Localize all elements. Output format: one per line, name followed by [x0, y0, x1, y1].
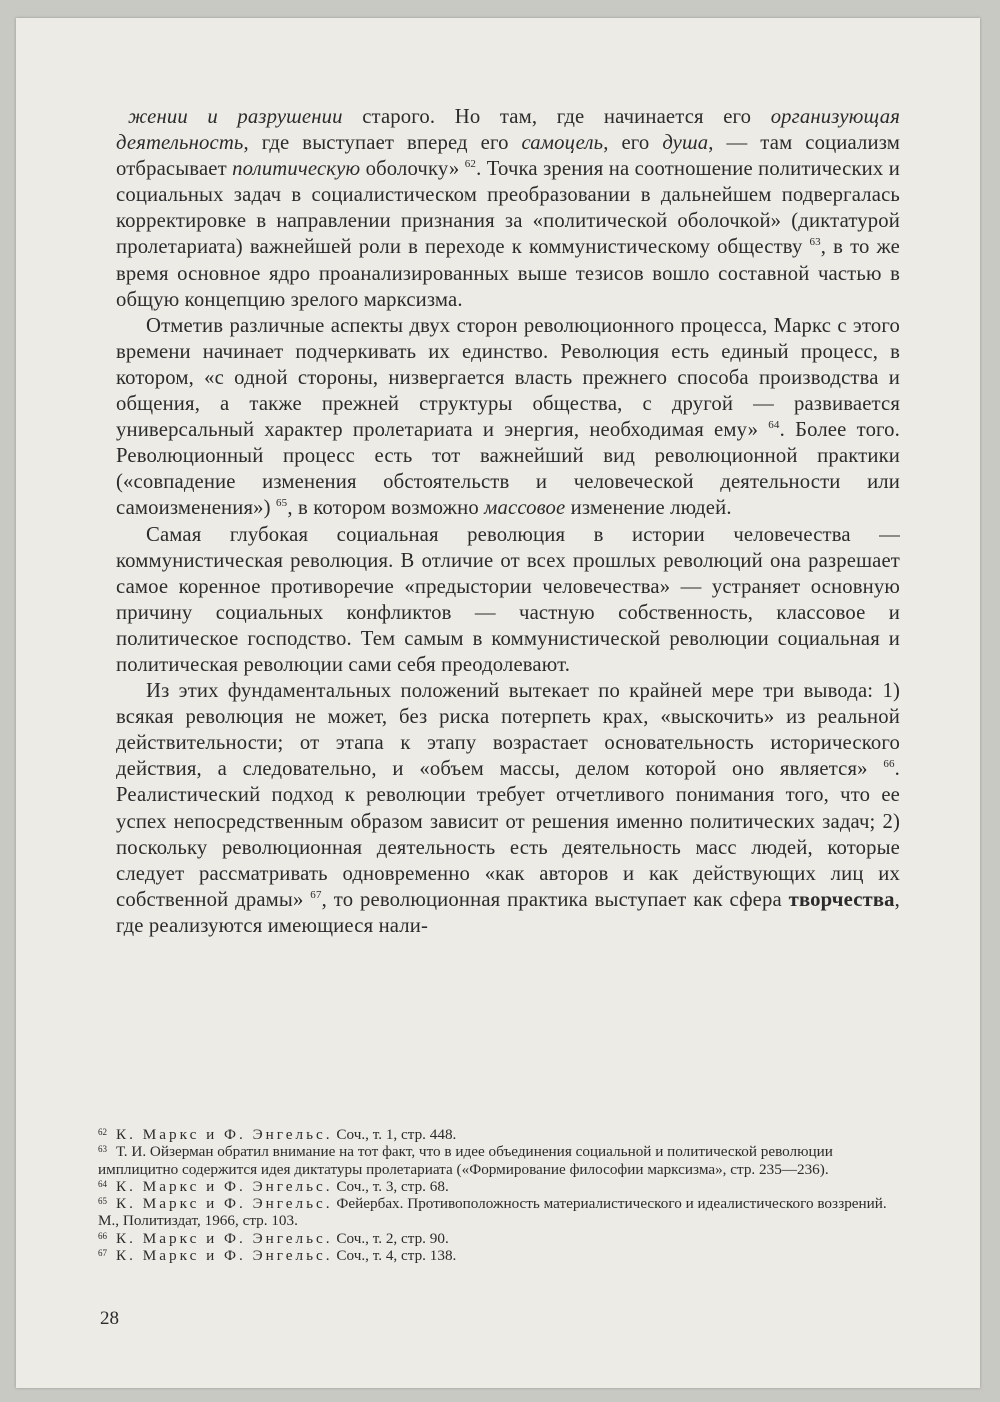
text-run: Отметив различные аспекты двух сторон революционного процесса, Маркс с этого времени начинает подчеркивать их единство. Революция есть единый процесс, в котором, «с одной стороны, низвергается власть прежнего способа производства и общения, а также прежней структуры общества, с другой — развивается универсальный характер пролетариата и энергия, необходимая ему»	[116, 314, 900, 442]
footnote-ref: 62	[464, 158, 477, 171]
footnote-ref: 67	[310, 888, 322, 901]
footnote	[98, 1126, 898, 1143]
text-run: оболочку»	[360, 158, 465, 181]
footnote-text: Соч., т. 1, стр. 448.	[332, 1126, 457, 1143]
text-run: Из этих фундаментальных положений вытекает по крайней мере три вывода: 1) всякая революция не может, без риска потерпеть крах, «выскочить» из реальной действительности; от этапа к этапу возрастает основательность исторического действия, а следовательно, и «объем массы, делом которой оно является»	[116, 680, 900, 781]
paragraph-1	[116, 104, 900, 313]
footnote-number: 64	[98, 1178, 107, 1189]
italic-text: душа	[662, 132, 709, 155]
paragraph-3	[116, 522, 900, 679]
paragraph-4	[116, 678, 900, 939]
footnote-author: К. Маркс и Ф. Энгельс.	[116, 1229, 333, 1247]
footnotes	[98, 1126, 898, 1264]
text-run: Самая глубокая социальная революция в истории человечества — коммунистическая революция. В отличие от всех прошлых революций она разрешает самое коренное противоречие «предыстории человечества» — устраняет основную причину социальных конфликтов — частную собственность, классовое и политическое господство. Тем самым в коммунистической революции социальная и политическая революции сами себя преодолевают.	[116, 523, 900, 676]
page-number: 28	[100, 1308, 119, 1329]
text-run: , в то же время основное ядро проанализированных выше тезисов вошло составной частью в общую концепцию зрелого марксизма.	[116, 236, 900, 311]
footnote	[98, 1143, 898, 1178]
text-run: , где реализуются имеющиеся нали-	[116, 888, 900, 937]
footnote-author: К. Маркс и Ф. Энгельс.	[116, 1177, 333, 1195]
italic-text: организующая деятельность	[116, 106, 900, 155]
text-run: , — там социализм отбрасывает	[116, 132, 900, 181]
text-run: , где выступает вперед его	[243, 132, 522, 155]
footnote	[98, 1195, 898, 1230]
footnote-text: Соч., т. 3, стр. 68.	[332, 1177, 449, 1195]
footnote-text: Соч., т. 2, стр. 90.	[332, 1229, 449, 1247]
footnote	[98, 1230, 898, 1247]
footnote-text: Соч., т. 4, стр. 138.	[332, 1247, 457, 1265]
footnote-number: 67	[98, 1248, 107, 1259]
footnote-ref: 64	[768, 419, 780, 432]
footnote-number: 63	[98, 1144, 107, 1155]
footnote-text: Фейербах. Противоположность материалистического и идеалистического воззрений. М., Политиздат, 1966, стр. 103.	[98, 1195, 887, 1230]
footnote-text: Т. И. Ойзерман обратил внимание на тот факт, что в идее объединения социальной и политической революции имплицитно содержится идея диктатуры пролетариата («Формирование философии марксизма», стр. 235—236).	[98, 1143, 833, 1178]
bold-text: творчества	[788, 888, 895, 911]
text-run: , его	[603, 132, 663, 155]
italic-text: самоцель	[521, 132, 604, 155]
footnote	[98, 1178, 898, 1195]
footnote-author: К. Маркс и Ф. Энгельс.	[116, 1126, 333, 1143]
book-page	[16, 18, 980, 1388]
footnote	[98, 1247, 898, 1264]
paragraph-2	[116, 313, 900, 522]
footnote-ref: 63	[809, 236, 821, 249]
footnote-number: 66	[98, 1230, 107, 1241]
text-run: , то революционная практика выступает как сфера	[321, 888, 789, 911]
text-run: . Реалистический подход к революции требует отчетливого понимания того, что ее успех непосредственным образом зависит от решения именно политических задач; 2) поскольку революционная деятельность есть деятельность масс людей, которые следует рассматривать одновременно «как авторов и как действующих лиц их собственной драмы»	[116, 758, 900, 911]
footnote-number: 62	[98, 1127, 107, 1137]
italic-text: политическую	[232, 158, 361, 181]
footnote-author: К. Маркс и Ф. Энгельс.	[116, 1195, 333, 1213]
italic-text: жении и разрушении	[128, 106, 343, 128]
text-run: , в котором возможно	[287, 497, 485, 520]
footnote-number: 65	[98, 1196, 107, 1207]
footnote-ref: 66	[883, 758, 895, 771]
main-text	[116, 104, 900, 939]
italic-text: массовое	[484, 497, 566, 520]
text-run: старого. Но там, где начинается его	[342, 106, 771, 128]
footnote-ref: 65	[276, 497, 288, 510]
footnote-author: К. Маркс и Ф. Энгельс.	[116, 1247, 333, 1265]
text-run: . Точка зрения на соотношение политических и социальных задач в социалистическом преобразовании в дальнейшем подвергалась корректировке в направлении признания за «политической оболочкой» (диктатурой пролетариата) важнейшей роли в переходе к коммунистическому обществу	[116, 158, 900, 259]
text-run: изменение людей.	[565, 497, 732, 520]
text-run: . Более того. Революционный процесс есть тот важнейший вид революционной практики («совпадение изменения обстоятельств и человеческой деятельности или самоизменения»)	[116, 419, 900, 520]
